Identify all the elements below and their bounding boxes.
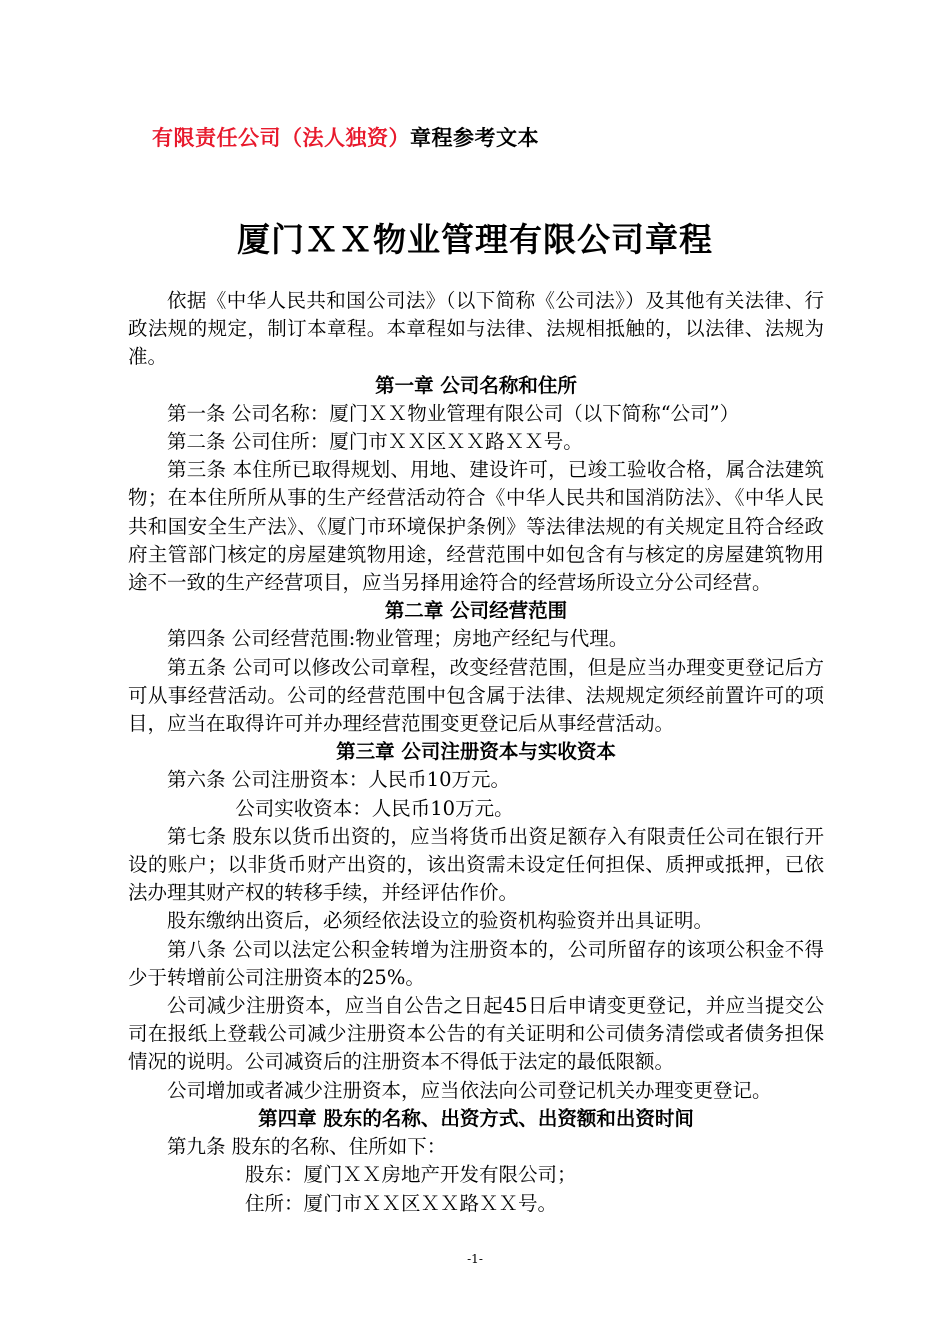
article-paragraph: 第九条 股东的名称、住所如下：	[167, 1135, 447, 1159]
article-paragraph: 第二条 公司住所：厦门市ＸＸ区ＸＸ路ＸＸ号。	[167, 430, 583, 454]
intro-paragraph: 依据《中华人民共和国公司法》（以下简称《公司法》）及其他有关法律、行政法规的规定，制订本章程。本章程如与法律、法规相抵触的，以法律、法规为准。	[128, 289, 824, 369]
article-paragraph: 股东：厦门ＸＸ房地产开发有限公司；	[245, 1163, 577, 1187]
article-paragraph: 第六条 公司注册资本：人民币10万元。	[167, 768, 511, 792]
heading-black-part: 章程参考文本	[410, 126, 539, 150]
chapter-heading: 第二章 公司经营范围	[384, 599, 568, 623]
article-paragraph: 住所：厦门市ＸＸ区ＸＸ路ＸＸ号。	[245, 1191, 558, 1215]
article-paragraph: 股东缴纳出资后，必须经依法设立的验资机构验资并出具证明。	[167, 909, 714, 933]
article-paragraph: 公司增加或者减少注册资本，应当依法向公司登记机关办理变更登记。	[167, 1078, 772, 1102]
chapter-heading: 第四章 股东的名称、出资方式、出资额和出资时间	[258, 1106, 694, 1130]
reference-heading	[152, 122, 539, 152]
article-paragraph: 第八条 公司以法定公积金转增为注册资本的，公司所留存的该项公积金不得少于转增前公司注册资本的25%。	[128, 937, 824, 989]
article-paragraph: 第四条 公司经营范围:物业管理；房地产经纪与代理。	[167, 627, 629, 651]
chapter-heading: 第三章 公司注册资本与实收资本	[336, 740, 616, 764]
article-paragraph: 第三条 本住所已取得规划、用地、建设许可，已竣工验收合格，属合法建筑物；在本住所所从事的生产经营活动符合《中华人民共和国消防法》、《中华人民共和国安全生产法》、《厦门市环境保护条例》等法律法规的有关规定且符合经政府主管部门核定的房屋建筑物用途，经营范围中如包含有与核定的房屋建筑物用途不一致的生产经营项目，应当另择用途符合的经营场所设立分公司经营。	[128, 458, 824, 595]
document-body	[128, 287, 824, 1218]
heading-red-part: 有限责任公司（法人独资）	[152, 126, 410, 150]
article-paragraph: 第五条 公司可以修改公司章程，改变经营范围，但是应当办理变更登记后方可从事经营活动。公司的经营范围中包含属于法律、法规规定须经前置许可的项目，应当在取得许可并办理经营范围变更登记后从事经营活动。	[128, 655, 824, 736]
page-number: -1-	[467, 1252, 483, 1266]
document-title: 厦门ＸＸ物业管理有限公司章程	[237, 220, 713, 259]
article-paragraph: 第一条 公司名称：厦门ＸＸ物业管理有限公司（以下简称“公司”）	[167, 401, 740, 425]
chapter-heading: 第一章 公司名称和住所	[375, 373, 577, 397]
article-paragraph: 公司减少注册资本，应当自公告之日起45日后申请变更登记，并应当提交公司在报纸上登载公司减少注册资本公告的有关证明和公司债务清偿或者债务担保情况的说明。公司减资后的注册资本不得低于法定的最低限额。	[128, 994, 824, 1074]
article-paragraph: 第七条 股东以货币出资的，应当将货币出资足额存入有限责任公司在银行开设的账户；以非货币财产出资的，该出资需未设定任何担保、质押或抵押，已依法办理其财产权的转移手续，并经评估作价。	[128, 824, 824, 905]
article-paragraph: 公司实收资本：人民币10万元。	[235, 796, 514, 820]
